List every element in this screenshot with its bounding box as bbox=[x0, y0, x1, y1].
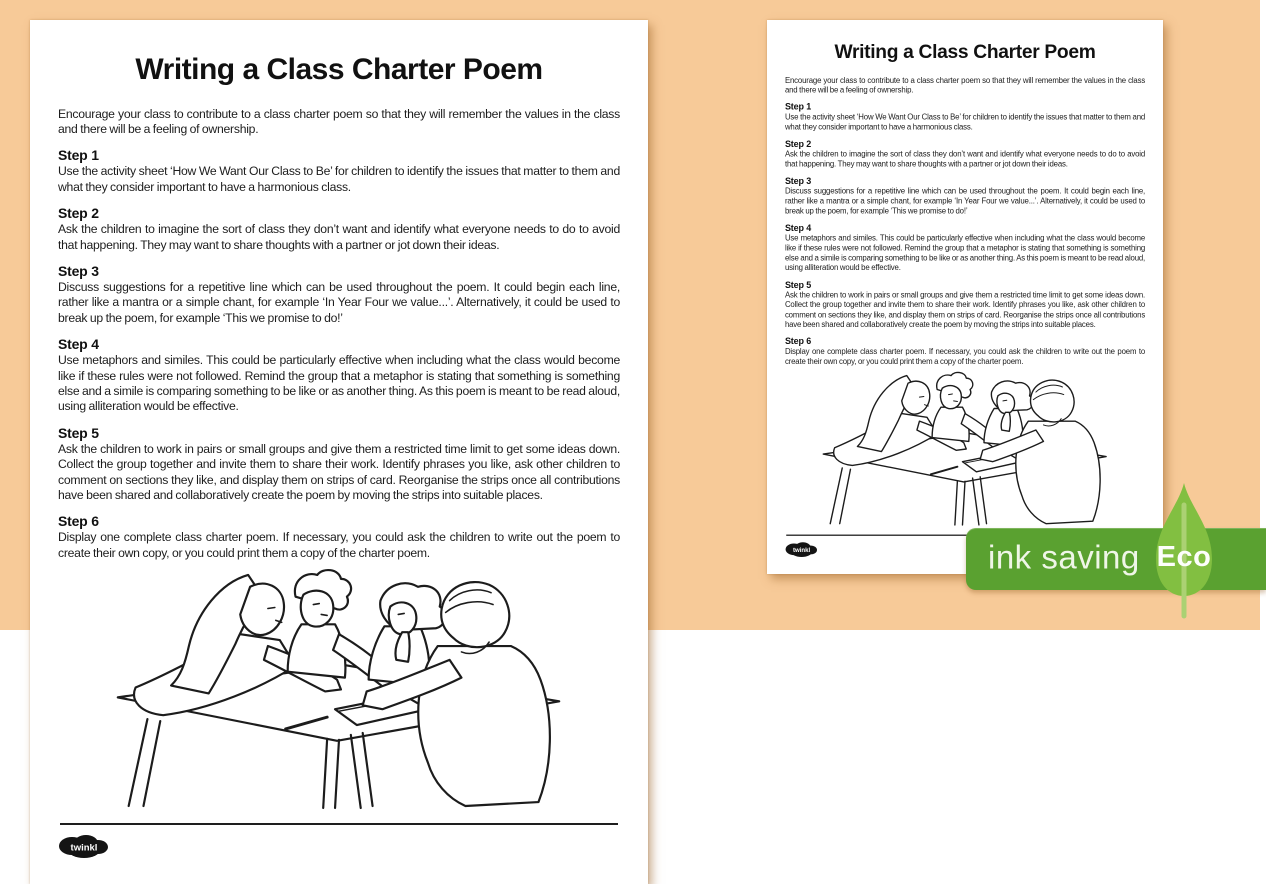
step-1-heading: Step 1 bbox=[58, 147, 99, 164]
step-4-text: Use metaphors and similes. This could be particularly effective when including what the class would become like if these rules were not followed. Remind the group that a metaphor is stating that something is something else and a simile is comparing something to be like or as another thing. As this poem is meant to be read aloud, using alliteration would be effective. bbox=[784, 233, 1146, 273]
step-6-block bbox=[785, 336, 1145, 367]
step-1-text: Use the activity sheet ‘How We Want Our Class to Be’ for children to identify the issues that matter to them and what they consider important to have a harmonious class. bbox=[784, 112, 1146, 132]
document-page bbox=[30, 20, 648, 884]
step-4-heading: Step 4 bbox=[58, 336, 99, 353]
page-left-content bbox=[30, 20, 648, 884]
step-2-block bbox=[58, 205, 620, 253]
intro-paragraph: Encourage your class to contribute to a class charter poem so that they will remember the values in the class and there will be a feeling of ownership. bbox=[784, 75, 1146, 95]
step-6-heading: Step 6 bbox=[784, 336, 812, 347]
step-2-text: Ask the children to imagine the sort of class they don’t want and identify what everyone needs to do to avoid that happening. They may want to share thoughts with a partner or jot down their ideas. bbox=[58, 222, 620, 252]
page-title: Writing a Class Charter Poem bbox=[135, 53, 543, 86]
page-title: Writing a Class Charter Poem bbox=[834, 41, 1096, 63]
twinkl-logo-text: twinkl bbox=[792, 547, 811, 555]
step-4-block bbox=[58, 336, 620, 415]
step-3-text: Discuss suggestions for a repetitive line which can be used throughout the poem. It could begin each line, rather like a mantra or a simple chant, for example ‘In Year Four we value...’. Alternatively, it could be used to break up the poem, for example ‘This we promise to do!’ bbox=[784, 186, 1146, 216]
step-3-block bbox=[785, 176, 1145, 217]
twinkl-logo-text: twinkl bbox=[70, 842, 98, 854]
step-5-block bbox=[785, 279, 1145, 329]
document-page-thumbnail bbox=[767, 20, 1163, 574]
step-6-block bbox=[58, 513, 620, 561]
step-4-block bbox=[785, 223, 1145, 273]
step-2-heading: Step 2 bbox=[784, 138, 812, 149]
step-6-text: Display one complete class charter poem. If necessary, you could ask the children to write out the poem to create their own copy, or you could print them a copy of the charter poem. bbox=[58, 530, 620, 560]
step-3-heading: Step 3 bbox=[784, 175, 812, 186]
step-5-text: Ask the children to work in pairs or small groups and give them a restricted time limit to get some ideas down. Collect the group together and invite them to share their work. Identify phrases you like, ask other children to comment on sections they like, and display them on strips of card. Reorganise the strips once all contributions have been shared and collaboratively create the poem by moving the strips into suitable places. bbox=[784, 290, 1146, 329]
intro-paragraph: Encourage your class to contribute to a class charter poem so that they will remember the values in the class and there will be a feeling of ownership. bbox=[58, 106, 620, 136]
step-1-text: Use the activity sheet ‘How We Want Our Class to Be’ for children to identify the issues that matter to them and what they consider important to have a harmonious class. bbox=[58, 164, 620, 194]
children-illustration bbox=[102, 569, 576, 811]
eco-label: Eco bbox=[1156, 541, 1212, 573]
step-5-heading: Step 5 bbox=[58, 424, 99, 441]
footer-divider bbox=[60, 823, 618, 825]
step-3-heading: Step 3 bbox=[58, 262, 99, 279]
document-page bbox=[767, 20, 1163, 574]
step-4-text: Use metaphors and similes. This could be particularly effective when including what the class would become like if these rules were not followed. Remind the group that a metaphor is stating that something is something else and a simile is comparing something to be like or as another thing. As this poem is meant to be read aloud, using alliteration would be effective. bbox=[58, 353, 620, 414]
step-5-text: Ask the children to work in pairs or small groups and give them a restricted time limit to get some ideas down. Collect the group together and invite them to share their work. Identify phrases you like, ask other children to comment on sections they like, and display them on strips of card. Reorganise the strips once all contributions have been shared and collaboratively create the poem by moving the strips into suitable places. bbox=[58, 441, 620, 502]
step-1-block bbox=[58, 147, 620, 195]
eco-leaf-icon bbox=[1146, 481, 1222, 619]
step-2-heading: Step 2 bbox=[58, 205, 99, 222]
step-3-text: Discuss suggestions for a repetitive line which can be used throughout the poem. It could begin each line, rather like a mantra or a simple chant, for example ‘In Year Four we value...’. Alternatively, it could be used to break up the poem, for example ‘This we promise to do!’ bbox=[58, 279, 620, 325]
step-1-block bbox=[785, 102, 1145, 133]
ink-saving-label: ink saving bbox=[988, 538, 1140, 576]
step-3-block bbox=[58, 263, 620, 326]
step-6-heading: Step 6 bbox=[58, 513, 99, 530]
twinkl-logo bbox=[58, 834, 110, 860]
step-2-text: Ask the children to imagine the sort of class they don’t want and identify what everyone needs to do to avoid that happening. They may want to share thoughts with a partner or jot down their ideas. bbox=[784, 149, 1146, 169]
step-4-heading: Step 4 bbox=[784, 222, 812, 233]
step-5-block bbox=[58, 425, 620, 504]
step-6-text: Display one complete class charter poem. If necessary, you could ask the children to write out the poem to create their own copy, or you could print them a copy of the charter poem. bbox=[784, 347, 1146, 366]
step-1-heading: Step 1 bbox=[784, 101, 812, 112]
twinkl-logo bbox=[785, 542, 818, 559]
step-2-block bbox=[785, 139, 1145, 170]
step-5-heading: Step 5 bbox=[784, 279, 812, 290]
document-page-zoomed bbox=[30, 20, 648, 884]
children-illustration bbox=[813, 372, 1117, 527]
